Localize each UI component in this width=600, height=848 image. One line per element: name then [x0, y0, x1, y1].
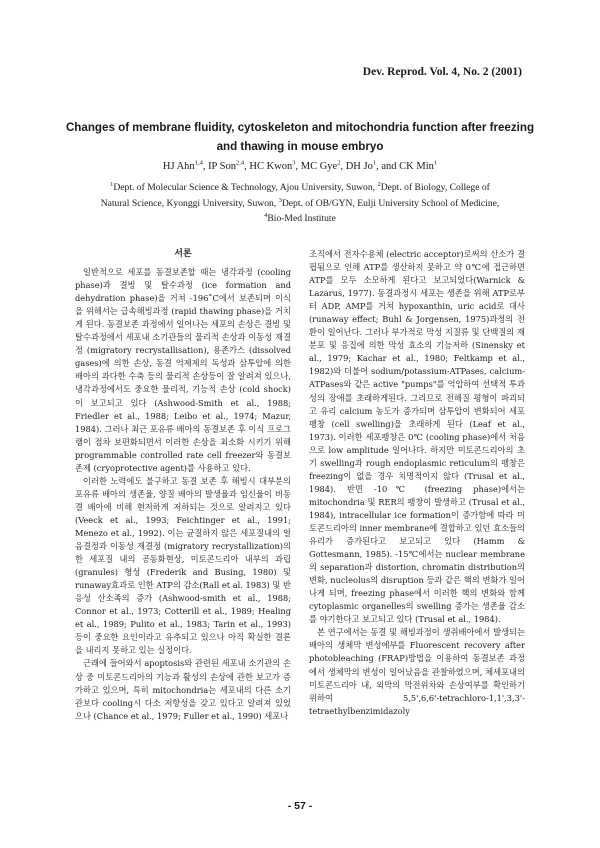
affiliation-2b: Natural Science, Kyonggi University, Suwon,	[100, 197, 277, 209]
affiliation-1: Dept. of Molecular Science & Technology, Ajou University, Suwon,	[113, 182, 376, 193]
author-affiliation-marker: 2	[337, 159, 341, 167]
journal-header: Dev. Reprod. Vol. 4, No. 2 (2001)	[362, 66, 522, 78]
title-line-1: Changes of membrane fluidity, cytoskeleton and mitochondria function after freezing	[65, 121, 535, 134]
affiliation-marker: 4	[264, 212, 268, 219]
affiliation-line-1	[70, 180, 530, 196]
left-column	[75, 248, 291, 723]
section-heading: 서론	[174, 249, 192, 259]
author-name: IP Son	[208, 161, 236, 172]
affiliations	[70, 180, 530, 227]
author-affiliation-marker: 3	[292, 159, 296, 167]
author-affiliation-marker: 2,4	[235, 159, 245, 167]
body-paragraph: 조직에서 전자수용체 (electric acceptor)로써의 산소가 결핍됨으로 인해 ATP를 생산하지 못하고 약 0℃에 접근하면 ATP를 모두 소모하게 된다고 보고되었다(Warnick & Lazarus, 1977). 동결과정시 세포는 생존을 위해 ATP로부터 ADP, AMP를 거쳐 hypoxanthin, uric acid로 대사 (runaway effect; Buhl & Jorgensen, 1975)과정의 전환이 일어난다. 그러나 부가적로 막성 지질류 및 단백질의 재분포 및 응집에 의한 막성 효소의 기능저하 (Sinensky et al., 1979; Kachar et al., 1980; Feltkamp et al., 1982)와 더불어 sodium/potassium-ATPases, calcium-ATPases와 같은 active "pumps"를 억압하여 선택적 투과성의 장애를 초래하게된다. 그리므로 전해질 평형이 파괴되고 유리 calcium 농도가 증가되며 삼투압이 변화되어 세포 팽창 (cell swelling)을 초래하게 된다 (Leaf et al., 1973). 이러한 세포팽창은 0℃ (cooling phase)에서 처음으로 low amplitude 일어나다. 하지만 미토콘드리아의 초기 swelling과 rough endoplasmic reticulum의 팽창은 freezing이 없을 경우 치명적이지 않다 (Trusal et al., 1984). 반면 -10℃ (freezing phase)에서는 mitochondria 및 RER의 팽창이 발생하고 (Trusal et al., 1984), intracellular ice formation이 증가함에 따라 미토콘드리아의 inner membrane에 결합하고 있던 효소들의 유리가 증가된다고 보고되고 있다 (Hamm & Gottesmann, 1985). -15℃에서는 nuclear membrane의 separation과 distortion, chromatin distribution의 변화, nucleolus의 disruption 등과 같은 핵의 변화가 일어나게 되며, freezing phase에서 이러한 핵의 변화와 함께 cytoplasmic organelles의 swelling 증가는 생존율 감소를 야기한다고 보고되고 있다 (Trusal et al., 1984).	[309, 249, 525, 625]
affiliation-marker: 1	[110, 180, 114, 188]
author-affiliation-marker: 1,4	[194, 159, 203, 167]
affiliation-marker: 2	[377, 180, 381, 188]
page-number: - 57 -	[287, 800, 313, 812]
author-affiliation-marker: 1	[372, 159, 377, 167]
author-name: HC Kwon	[249, 161, 293, 172]
author-name: DH Jo	[345, 161, 373, 172]
right-column	[309, 248, 525, 718]
affiliation-marker: 3	[278, 196, 282, 204]
title-line-2: and thawing in mouse embryo	[216, 140, 384, 153]
body-paragraph: 일반적으로 세포를 동결보존할 때는 냉각과정 (cooling phase)과 결빙 및 탈수과정 (ice formation and dehydration phase)을 거쳐 -196˚C에서 보존되며 이식을 위해서는 급속해빙과정 (rapid thawing phase)을 거치게 된다. 동결보존 과정에서 일어나는 세포의 손상은 결빙 및 탈수과정에서 세포내 소기관들의 물리적 손상과 이동성 재결정 (migratory recrystallisation), 용존가스 (dissolved gases)에 의한 손상, 동결 억제제의 독성과 삼투압에 의한 배아의 과다한 수축 등의 물리적 손상등이 잘 알려져 있으나, 냉각과정에서도 중요한 물리적, 기능적 손상 (cold shock)이 보고되고 있다 (Ashwood-Smith et al., 1988; Friedler et al., 1988; Leibo et al., 1974; Mazur, 1984). 그러나 최근 포유류 배아의 동결보존 후 이식 프로그램이 점차 보편화되면서 이러한 손상을 최소화 시키기 위해 programmable controlled rate cell freezer와 동결보존제 (cryoprotective agent)를 사용하고 있다.	[75, 267, 291, 473]
author-affiliation-marker: 1	[433, 159, 438, 167]
affiliation-line-2	[70, 196, 530, 212]
affiliation-2a: Dept. of Biology, College of	[380, 182, 490, 193]
affiliation-3: Dept. of OB/GYN, Eulji University School of Medicine,	[281, 197, 500, 209]
affiliation-line-3	[70, 211, 530, 227]
body-paragraph: 이러한 노력에도 불구하고 동결 보존 후 해빙시 대부분의 포유류 배아의 생존율, 양질 배아의 발생율과 임신율이 비동결 배아에 비해 현저하게 저하되는 것으로 알려지고 있다 (Veeck et al., 1993; Feichtinger et al., 1991; Menezo et al., 1992). 이는 균질하지 않은 세포질내의 얼음결정과 이동성 재결정 (migratory recrystallization)의한 세포질 내의 공동화현상, 미토콘드리아 내부의 과립 (granules) 형성 (Frederik and Busing, 1980) 및 runaway효과로 인한 ATP의 감소(Rall et al. 1983) 및 반응성 산소족의 증가 (Ashwood-smith et al., 1988; Connor et al., 1973; Cotterill et al., 1989; Healing et al., 1989; Pulito et al., 1983; Tarin et al., 1993) 등이 중요한 요인이라고 유추되고 있으나 아직 확실한 결론을 내리지 못하고 있는 실정이다.	[75, 475, 291, 656]
body-paragraph: 본 연구에서는 동결 및 해빙과정이 생쥐배아에서 발생되는 배아의 생체막 변성에부를 Fluorescent recovery after photobleaching (FRAP)방법을 이용하여 동결보존 과정에서 생체막의 변성이 일어났음을 관찰하였으며, 체세포내의 미토콘드리아 내, 외막의 막전위차와 손상여부를 확인하기 위하여 5,5',6,6'-tetrachloro-1,1',3,3'-tetraethylbenzimidazoly	[309, 627, 525, 716]
author-name: CK Min	[399, 161, 434, 172]
author-name: HJ Ahn	[162, 161, 195, 172]
body-paragraph: 근래에 들어와서 apoptosis와 관련된 세포내 소기관의 손상 중 미토콘드리아의 기능과 활성의 손상에 관한 보고가 증가하고 있으며, 특히 mitochondria는 세포내의 다른 소기관보다 cooling시 다소 저항성을 갖고 있다고 알려져 있었으나 (Chance et al., 1979; Fuller et al., 1990) 세포나	[75, 658, 291, 721]
article-title	[60, 118, 540, 156]
author-name: MC Gye	[300, 161, 338, 172]
affiliation-4: Bio-Med Institute	[267, 213, 336, 225]
author-list: HJ Ahn$^{1,4}$, IP Son$^{2,4}$, HC Kwon$^3$, MC Gye$^2$, DH Jo$^1$, and CK Min$^1$	[162, 159, 438, 172]
